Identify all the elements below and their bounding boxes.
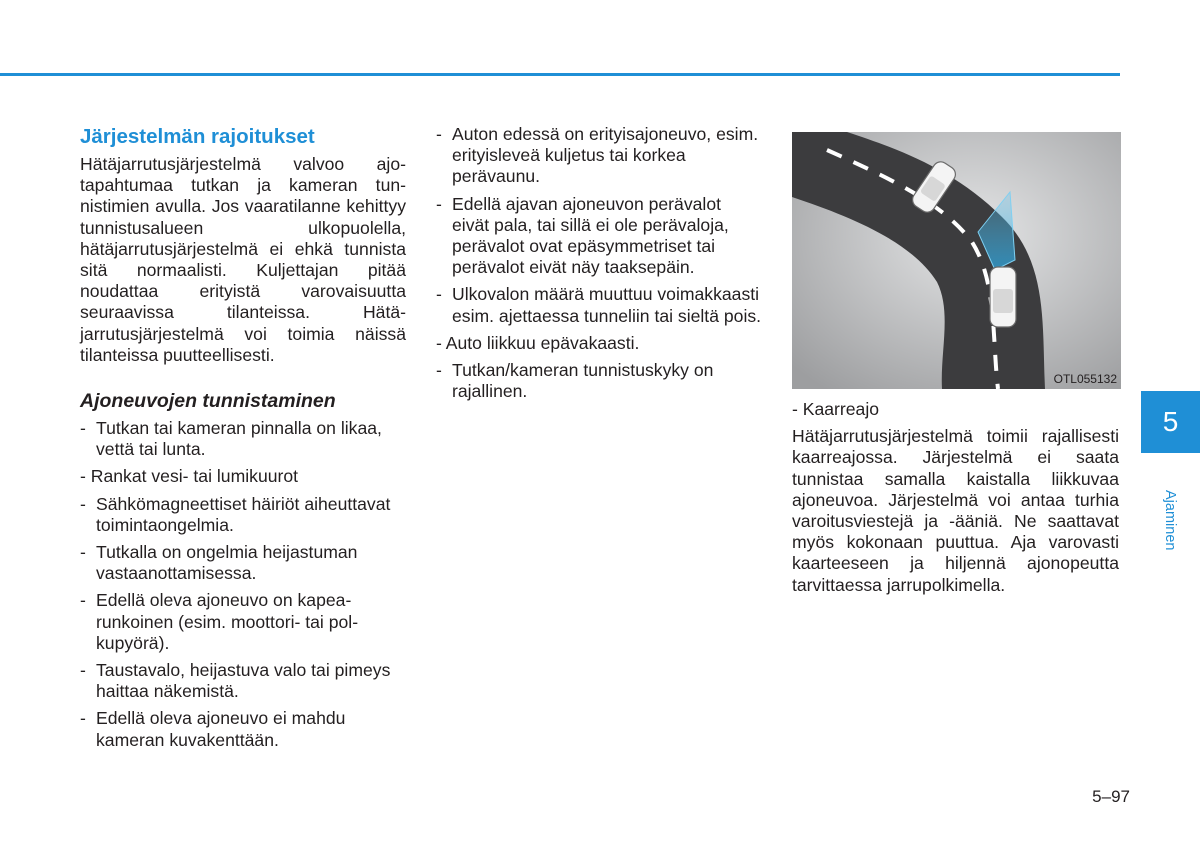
list-item: - Sähkömagneettiset häiriöt aiheuttavat toimintaongelmia. (80, 494, 406, 536)
subsection-title: Ajoneuvojen tunnistaminen (80, 390, 336, 413)
list-item: - Rankat vesi- tai lumikuurot (80, 466, 299, 487)
list-item: - Auto liikkuu epävakaasti. (436, 332, 640, 353)
chapter-label: Ajaminen (1162, 490, 1178, 551)
own-car (990, 267, 1016, 327)
left-column (80, 124, 406, 757)
curve-caption: - Kaarreajo (792, 399, 880, 419)
list-item: - Edellä ajavan ajoneuvon perävalot eivät pala, tai sillä ei ole perävaloja, perävalot ovat epäsymmetriset tai perävalot eivät näy taaksepäin. (436, 194, 762, 279)
middle-column (436, 124, 762, 408)
list-item: - Tutkalla on ongelmia heijastuman vastaanottamisessa. (80, 542, 406, 584)
figure-code: OTL055132 (1053, 372, 1117, 386)
list-item: - Taustavalo, heijastuva valo tai pimeys haittaa näkemistä. (80, 660, 406, 702)
list-item: - Ulkovalon määrä muuttuu voimakkaasti esim. ajettaessa tunneliin tai sieltä pois. (436, 284, 762, 326)
curve-illustration (792, 132, 1121, 389)
page-number: 5–97 (1092, 787, 1130, 806)
list-item: - Edellä oleva ajoneuvo on kapearunkoinen (esim. moottori- tai polkupyörä). (80, 590, 406, 654)
section-intro: Hätäjarrutusjärjestelmä valvoo ajotapahtumaa tutkan ja kameran tunnistimien avulla. Jos vaaratilanne kehittyy tunnistusalueen ulkopuolella, hätäjarrutusjärjestelmä ei ehkä tunnista sitä normaalisti. Kuljettajan pitää noudattaa erityistä varovaisuutta seuraavissa tilanteissa. Hätäjarrutusjärjestelmä voi toimia näissä tilanteissa puutteellisesti. (80, 154, 406, 365)
curved-road-graphic (792, 132, 1121, 389)
list-item: - Tutkan tai kameran pinnalla on likaa, vettä tai lunta. (80, 418, 406, 460)
header-rule (0, 73, 1120, 76)
limitations-list-middle (436, 124, 762, 402)
limitations-list-left (80, 418, 406, 751)
list-item: - Edellä oleva ajoneuvo ei mahdu kameran kuvakenttään. (80, 708, 406, 750)
chapter-tab: 5 (1141, 391, 1200, 453)
right-column (792, 124, 1119, 596)
section-title: Järjestelmän rajoitukset (80, 125, 315, 148)
list-item: - Auton edessä on erityisajoneuvo, esim. erityisleveä kuljetus tai korkea perävaunu. (436, 124, 762, 188)
list-item: - Tutkan/kameran tunnistuskyky on rajallinen. (436, 360, 762, 402)
curve-text: Hätäjarrutusjärjestelmä toimii rajallisesti kaarreajossa. Järjestelmä ei saata tunnistaa samalla kaistalla liikkuvaa ajoneuvoa. Järjestelmä voi antaa turhia varoitusviestejä ja -ääniä. Ne saattavat myös kokonaan puuttua. Aja varovasti kaarteeseen ja hiljennä ajonopeutta tarvittaessa jarrupolkimella. (792, 426, 1119, 595)
